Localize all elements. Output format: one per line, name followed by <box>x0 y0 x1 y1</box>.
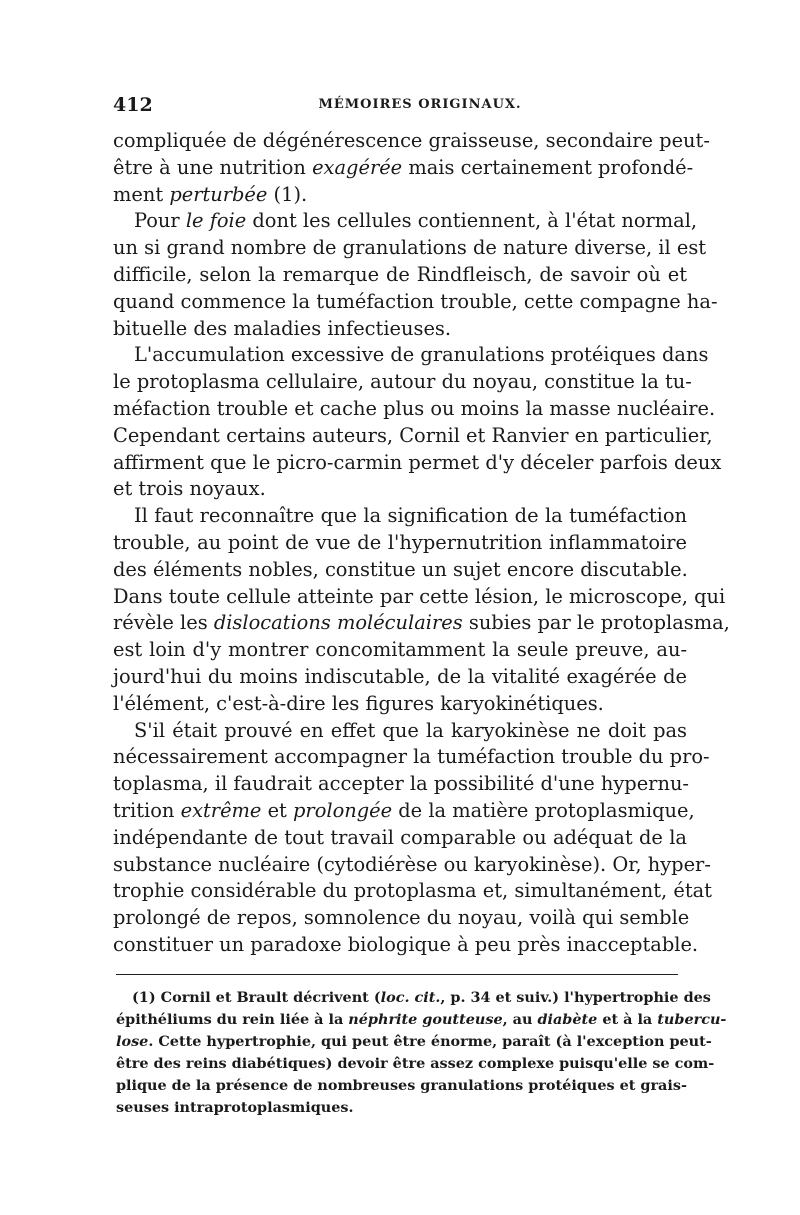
text-line <box>113 476 687 503</box>
text-run: dont les cellules contiennent, à l'état normal, <box>246 209 698 233</box>
text-line <box>113 396 716 423</box>
text-run: jourd'hui du moins indiscutable, de la vitalité exagérée de <box>113 664 687 688</box>
text-run: un si grand nombre de granulations de nature diverse, il est <box>113 236 707 260</box>
italic-text: prolongée <box>293 798 393 822</box>
text-run: épithéliums du rein liée à la <box>116 1011 349 1029</box>
text-run: quand commence la tuméfaction trouble, cette compagne ha- <box>113 289 718 313</box>
italic-text: néphrite goutteuse <box>348 1011 503 1029</box>
text-line <box>113 905 690 932</box>
text-line <box>113 342 709 369</box>
text-line <box>113 637 687 664</box>
text-line <box>113 691 687 718</box>
text-run: plique de la présence de nombreuses granulations protéiques et grais- <box>116 1077 687 1095</box>
text-run: compliquée de dégénérescence graisseuse, secondaire peut- <box>113 129 710 152</box>
text-line <box>113 128 710 155</box>
text-run: L'accumulation excessive de granulations protéiques dans <box>134 343 709 367</box>
italic-text: exagérée <box>312 155 403 179</box>
footnote-line <box>116 987 711 1009</box>
footnote-line <box>116 1075 687 1097</box>
text-line <box>113 664 687 691</box>
text-run: (1) Cornil et Brault décrivent ( <box>132 989 381 1006</box>
text-line <box>113 825 687 852</box>
paragraph <box>113 342 722 503</box>
text-line <box>113 530 687 557</box>
text-run: être des reins diabétiques) devoir être assez complexe puisqu'elle se com- <box>116 1055 715 1073</box>
italic-text: loc. cit. <box>380 989 441 1006</box>
text-line <box>113 852 711 879</box>
text-run: de la matière protoplasmique, <box>392 798 695 822</box>
text-line <box>113 584 726 611</box>
italic-text: le foie <box>185 209 247 233</box>
text-line <box>113 316 687 343</box>
page-header <box>113 94 687 120</box>
text-run: des éléments nobles, constitue un sujet encore discutable. <box>113 557 688 581</box>
paragraph <box>113 503 730 717</box>
text-run: être à une nutrition <box>113 155 313 179</box>
footnote-line <box>116 1053 715 1075</box>
text-line <box>113 932 699 959</box>
text-run: seuses intraprotoplasmiques. <box>116 1099 354 1117</box>
text-run: difficile, selon la remarque de Rindfleisch, de savoir où et <box>113 262 687 286</box>
paragraph <box>113 718 712 959</box>
text-line <box>113 208 698 235</box>
italic-text: tubercu- <box>657 1011 727 1029</box>
text-run: et trois noyaux. <box>113 477 266 501</box>
page-number: 412 <box>113 94 153 116</box>
text-run: , au <box>502 1011 538 1029</box>
footnote-line <box>116 1031 712 1053</box>
italic-text: extrême <box>180 798 262 822</box>
italic-text: dislocations moléculaires <box>213 611 463 635</box>
text-run: l'élément, c'est-à-dire les figures karyokinétiques. <box>113 691 604 715</box>
text-run: et à la <box>597 1011 658 1029</box>
text-line <box>113 771 687 798</box>
footnote <box>116 987 727 1120</box>
text-run: S'il était prouvé en effet que la karyokinèse ne doit pas <box>134 718 687 742</box>
text-run: trouble, au point de vue de l'hypernutrition inflammatoire <box>113 530 687 554</box>
text-run: ment <box>113 182 170 206</box>
text-line <box>113 744 710 771</box>
italic-text: diabète <box>537 1011 598 1029</box>
text-run: Cependant certains auteurs, Cornil et Ranvier en particulier, <box>113 423 713 447</box>
text-run: trophie considérable du protoplasma et, simultanément, état <box>113 879 712 903</box>
text-line <box>113 503 687 530</box>
body-text <box>113 128 730 959</box>
text-line <box>113 289 718 316</box>
text-run: subies par le protoplasma, <box>462 611 730 635</box>
running-title: MÉMOIRES ORIGINAUX. <box>318 97 522 112</box>
text-line <box>113 798 695 825</box>
text-run: bituelle des maladies infectieuses. <box>113 316 452 340</box>
text-line <box>113 557 687 584</box>
text-run: prolongé de repos, somnolence du noyau, voilà qui semble <box>113 906 690 930</box>
text-run: Pour <box>134 209 186 233</box>
text-run: toplasma, il faudrait accepter la possibilité d'une hypernu- <box>113 772 689 796</box>
text-line <box>113 718 687 745</box>
text-line <box>113 878 712 905</box>
text-run: . Cette hypertrophie, qui peut être énorme, paraît (à l'exception peut- <box>148 1033 712 1051</box>
text-line <box>113 450 722 477</box>
paragraph <box>113 208 718 342</box>
text-run: indépendante de tout travail comparable ou adéquat de la <box>113 825 687 849</box>
text-run: substance nucléaire (cytodiérèse ou karyokinèse). Or, hyper- <box>113 852 711 876</box>
text-run: et <box>261 798 294 822</box>
text-run: mais certainement profondé- <box>402 155 694 179</box>
footnote-line <box>116 1097 684 1119</box>
text-line <box>113 155 694 182</box>
italic-text: perturbée <box>169 182 268 206</box>
text-run: (1). <box>267 182 308 206</box>
paragraph <box>113 128 710 208</box>
text-line <box>113 369 692 396</box>
text-run: est loin d'y montrer concomitamment la seule preuve, au- <box>113 638 687 662</box>
text-line <box>113 423 713 450</box>
text-run: le protoplasma cellulaire, autour du noyau, constitue la tu- <box>113 370 692 394</box>
footnote-divider <box>116 974 678 975</box>
text-line <box>113 262 687 289</box>
text-run: révèle les <box>113 611 214 635</box>
text-line <box>113 610 730 637</box>
text-line <box>113 235 707 262</box>
text-run: , p. 34 et suiv.) l'hypertrophie des <box>440 989 711 1006</box>
text-run: constituer un paradoxe biologique à peu près inacceptable. <box>113 932 699 956</box>
text-line <box>113 182 687 209</box>
text-run: nécessairement accompagner la tuméfaction trouble du pro- <box>113 745 710 769</box>
text-run: méfaction trouble et cache plus ou moins la masse nucléaire. <box>113 396 716 420</box>
text-run: affirment que le picro-carmin permet d'y déceler parfois deux <box>113 450 722 474</box>
text-run: trition <box>113 798 181 822</box>
text-run: Il faut reconnaître que la signification de la tuméfaction <box>134 504 687 528</box>
footnote-line <box>116 1009 727 1031</box>
italic-text: lose <box>116 1033 149 1051</box>
text-run: Dans toute cellule atteinte par cette lésion, le microscope, qui <box>113 584 726 608</box>
